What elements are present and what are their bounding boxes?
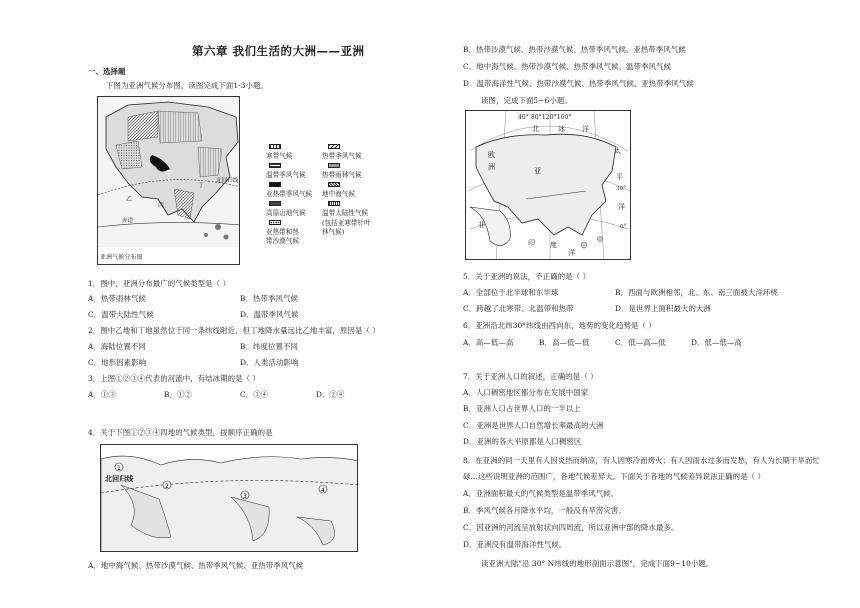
q2-option-a[interactable]: A．海陆位置不同: [88, 342, 146, 351]
legend-swatch-7: [269, 201, 281, 206]
q8-option-a[interactable]: A．亚洲面积最大的气候类型是温带季风气候。: [463, 489, 619, 498]
map1-label-yi: 乙: [126, 196, 133, 203]
q3-option-c[interactable]: C．③④: [240, 390, 269, 399]
legend-label-12: 林气候): [322, 228, 345, 236]
map2-label-bei: 北: [532, 125, 540, 133]
map1-label-equator: 赤道: [122, 218, 134, 224]
q5-option-a[interactable]: A．全部位于北半球和东半球: [463, 288, 559, 297]
q8-option-d[interactable]: D．亚洲没有温带海洋性气候。: [463, 540, 567, 549]
q4-option-d[interactable]: D．温带海洋性气候、热带沙漠气候、热带季风气候、亚热带季风气候: [463, 79, 694, 88]
climate-points-map: [100, 444, 358, 552]
legend-swatch-4: [328, 163, 340, 168]
q3-option-a[interactable]: A．①③: [88, 390, 116, 399]
legend-label-2: 热带季风气候: [322, 152, 362, 160]
q5-option-c[interactable]: C．跨越了北寒带、北温带和热带: [463, 304, 574, 313]
intro-text-5-6: 读图，完成下面5~6小题。: [481, 96, 572, 105]
q4-option-a[interactable]: A．地中海气候、热带沙漠气候、热带季风气候、亚热带季风气候: [88, 561, 304, 570]
right-column: [463, 0, 823, 608]
asia-climate-map: [97, 96, 240, 265]
map1-label-jia: 甲: [166, 170, 173, 177]
map2-label-yang2: 洋: [618, 203, 626, 211]
legend-swatch-6: [328, 182, 340, 187]
q5-stem: 5．关于亚洲的说法，不正确的是（ ）: [463, 272, 591, 281]
legend-label-1: 寒带气候: [266, 152, 293, 160]
q4-map-tropic-label: 北回归线: [105, 475, 134, 483]
q1-option-b[interactable]: B．热带季风气候: [240, 294, 298, 303]
q6-option-a[interactable]: A．高—低—高: [463, 338, 514, 347]
q8-option-c[interactable]: C．因亚洲的河流呈放射状向四周流，所以亚洲中部的降水最多。: [463, 523, 679, 532]
q7-option-b[interactable]: B．亚洲人口占世界人口的一半以上: [463, 404, 581, 413]
q4-option-b[interactable]: B．热带沙漠气候、热带沙漠气候、热带季风气候、亚热带季风气候: [463, 45, 686, 54]
q8-stem-line1: 8．在亚洲的同一天里有人因炎热而纳凉，有人因寒冷而烤火；有人因雨水过多而发愁，有人为长期干旱而忙: [463, 456, 820, 465]
map1-caption: 亚洲气候分布图: [100, 254, 143, 261]
q6-stem: 6．亚洲沿北纬30°纬线由西向东，地势的变化趋势是（ ）: [463, 321, 656, 330]
map1-label-ding: 丁: [198, 182, 205, 189]
legend-label-8: 温带大陆性气候: [322, 209, 369, 217]
map2-longitudes: 40° 80°120°160°: [518, 114, 572, 121]
legend-swatch-2: [328, 144, 340, 149]
map2-label-ping: 平: [616, 173, 624, 181]
q3-option-d[interactable]: D．②④: [316, 390, 345, 399]
q1-option-d[interactable]: D．温带季风气候: [240, 310, 299, 319]
map1-label-bing: 丙: [158, 202, 165, 209]
legend-swatch-3: [269, 163, 281, 168]
asia-outline-map: [465, 110, 631, 260]
map2-label-ya: 亚: [534, 167, 542, 175]
map2-label-yang3: 洋: [568, 249, 576, 257]
q2-option-d[interactable]: D．人类活动影响: [240, 358, 299, 367]
map1-label-tropic: 北回归线: [216, 178, 239, 184]
legend-swatch-1: [269, 144, 281, 149]
q8-option-b[interactable]: B．季风气候各月降水平均，一般没有旱涝灾害。: [463, 506, 626, 515]
q1-option-c[interactable]: C．温带大陆性气候: [88, 310, 154, 319]
q5-option-d[interactable]: D．是世界上面积最大的大洲: [615, 304, 711, 313]
map-asia-outline-icon: [466, 111, 631, 260]
q4-stem: 4．关于下图①②③④四地的气候类型，按顺序正确的是: [88, 428, 273, 437]
map2-label-tai: 太: [614, 147, 622, 155]
svg-text:2: 2: [165, 483, 169, 490]
svg-text:1: 1: [117, 465, 121, 472]
map2-label-fei: 非: [478, 221, 486, 229]
q3-option-b[interactable]: B．①②: [164, 390, 193, 399]
map2-label-equator: 0°: [620, 224, 627, 230]
q7-stem: 7．关于亚洲人口的叙述，正确的是（ ）: [463, 372, 598, 381]
map2-label-zhou: 洲: [488, 163, 496, 171]
q1-option-a[interactable]: A．热带雨林气候: [88, 294, 146, 303]
q7-option-a[interactable]: A．人口稠密地区都分布在发展中国家: [463, 388, 589, 397]
legend-label-4: 热带雨林气候: [322, 171, 362, 179]
q6-option-d[interactable]: D．低—低—高: [691, 338, 742, 347]
q5-option-b[interactable]: B．西面与欧洲相邻，北、东、南三面被大洋环绕: [615, 288, 778, 297]
legend-swatch-5: [269, 182, 281, 187]
q7-option-d[interactable]: D．亚洲的各大平原都是人口稠密区: [463, 437, 582, 446]
q1-stem: 1．图中，亚洲分布最广的气候类型是（ ）: [88, 279, 231, 288]
intro-text-1: 下图为亚洲气候分布图，读图完成下面1-3小题。: [106, 81, 269, 90]
q2-stem: 2．图中乙地和丁地虽然位于同一条纬线附近，但丁地降水量远比乙地丰富，原因是（ ）: [88, 326, 380, 335]
legend-label-10: (包括亚寒带针叶: [322, 219, 371, 227]
section-heading: 一、选择题: [88, 67, 126, 76]
q2-option-c[interactable]: C．地形因素影响: [88, 358, 147, 367]
svg-text:3: 3: [243, 493, 247, 500]
map2-label-yin: 印: [528, 239, 536, 247]
q8-stem-line2: 碌…这些说明亚洲的范围广，各地气候差异大。下面关于各地的气候差异说法正确的是（ ）: [463, 472, 766, 481]
map2-label-ou: 欧: [488, 151, 496, 159]
q7-option-c[interactable]: C．亚洲是世界人口自然增长率最高的大洲: [463, 421, 604, 430]
q2-option-b[interactable]: B．纬度位置不同: [240, 342, 298, 351]
q6-option-c[interactable]: C．低—高—低: [615, 338, 666, 347]
legend-label-9: 亚热带和热: [266, 228, 299, 236]
legend-label-11: 带沙漠气候: [266, 237, 299, 245]
legend-label-7: 高原山地气候: [266, 209, 306, 217]
map2-label-bing: 冰: [558, 125, 566, 133]
svg-text:4: 4: [321, 487, 325, 494]
legend-label-3: 温带季风气候: [266, 171, 306, 179]
q6-option-b[interactable]: B．高—低—低: [539, 338, 590, 347]
map2-label-yang: 洋: [582, 125, 590, 133]
map2-label-du: 度: [550, 241, 558, 249]
q3-stem: 3．上图①②③④代表的河流中，有结冰期的是（ ）: [88, 374, 261, 383]
intro-text-9-10: 读亚洲大陆"沿 30° N纬线的地形剖面示意图"，完成下面9~10小题。: [481, 559, 714, 568]
page-title: 第六章 我们生活的大洲——亚洲: [192, 44, 365, 58]
legend-label-6: 地中海气候: [322, 190, 355, 198]
legend-label-5: 亚热带季风气候: [266, 190, 313, 198]
map2-label-lat30: 30°: [616, 186, 627, 192]
q4-option-c[interactable]: C．地中海气候、热带沙漠气候、热带季风气候、温带季风气候: [463, 62, 672, 71]
legend-swatch-9: [269, 220, 281, 225]
map-climate-points-icon: [101, 445, 358, 552]
left-column: [88, 0, 438, 608]
legend-swatch-8: [328, 201, 340, 206]
